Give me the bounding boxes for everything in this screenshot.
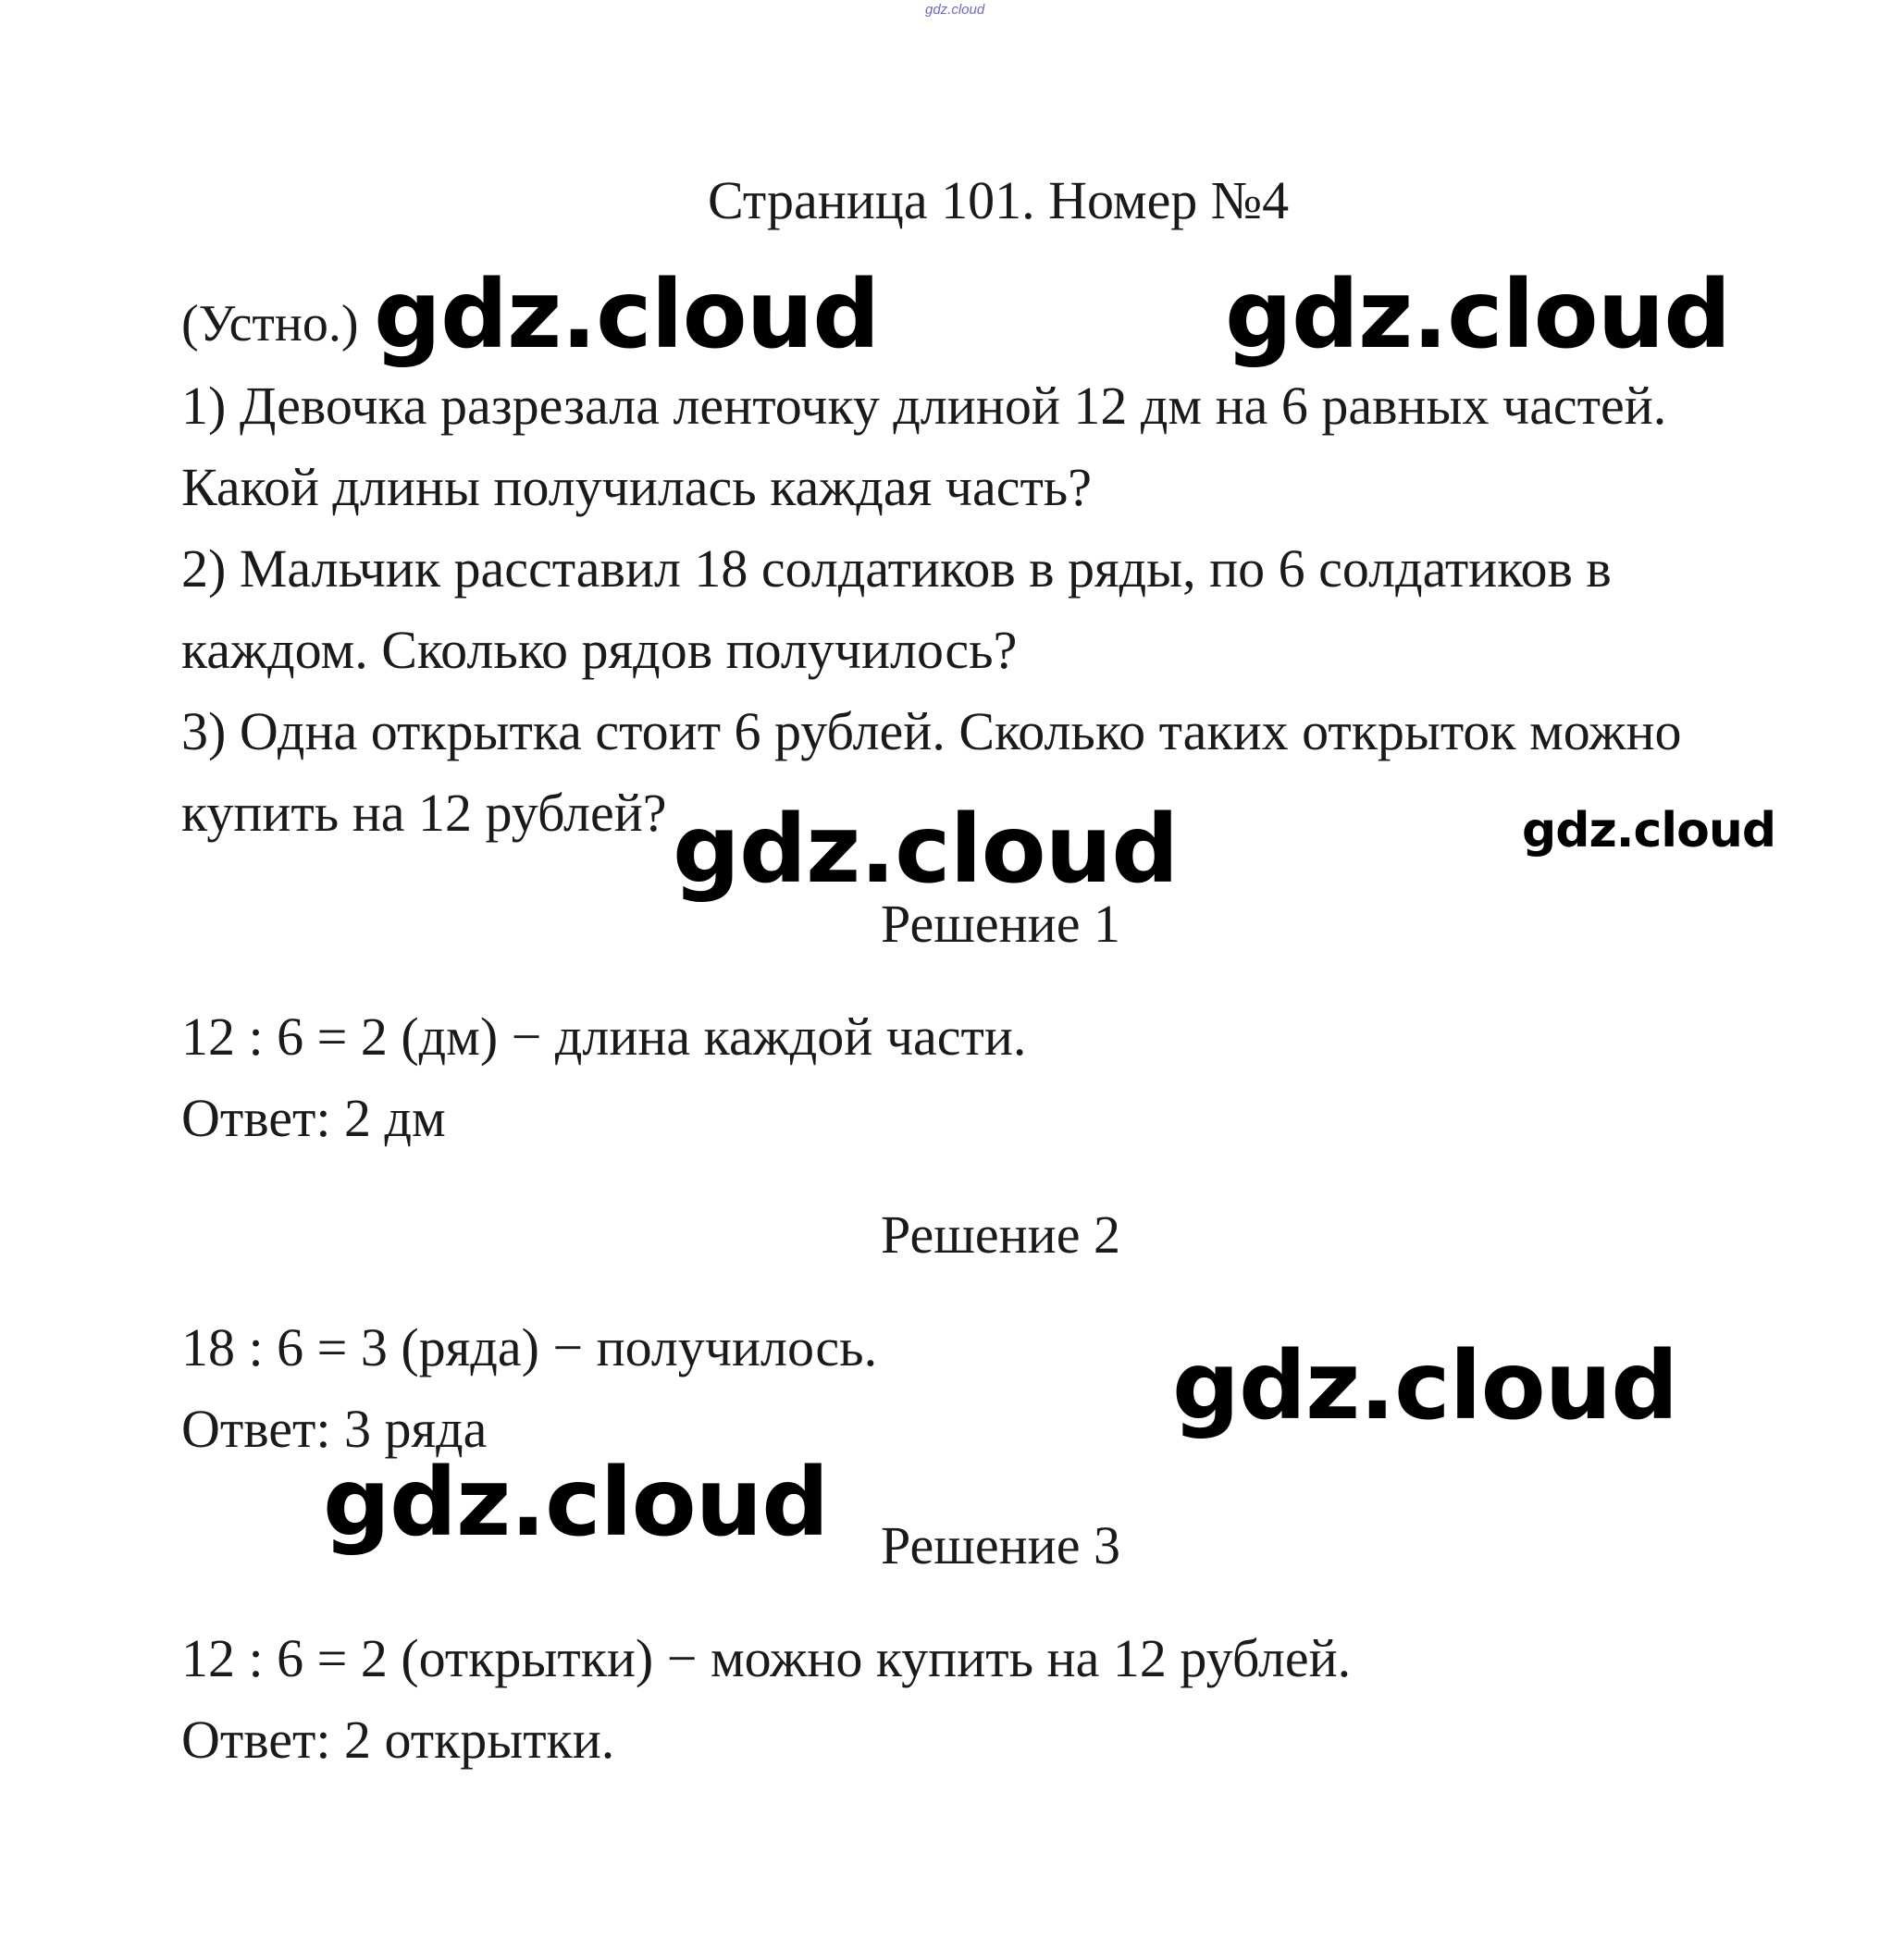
- problem-line-5: 3) Одна открытка стоит 6 рублей. Сколько таких открыток можно: [181, 701, 1682, 761]
- watermark-2: gdz.cloud: [1225, 260, 1731, 370]
- oral-note: (Устно.): [181, 295, 359, 352]
- problem-line-6: купить на 12 рублей?: [181, 783, 667, 843]
- solution-1-equation: 12 : 6 = 2 (дм) − длина каждой части.: [181, 1007, 1027, 1067]
- solution-3-equation: 12 : 6 = 2 (открытки) − можно купить на 12 рублей.: [181, 1628, 1352, 1688]
- problem-line-3: 2) Мальчик расставил 18 солдатиков в ряды, по 6 солдатиков в: [181, 538, 1612, 599]
- solution-2-answer: Ответ: 3 ряда: [181, 1399, 488, 1459]
- solution-1-heading: Решение 1: [881, 894, 1120, 954]
- header-watermark: gdz.cloud: [925, 2, 985, 18]
- solution-2-equation: 18 : 6 = 3 (ряда) − получилось.: [181, 1317, 878, 1377]
- solution-3-heading: Решение 3: [881, 1515, 1120, 1575]
- problem-line-4: каждом. Сколько рядов получилось?: [181, 620, 1018, 680]
- watermark-4: gdz.cloud: [1522, 803, 1776, 858]
- problem-line-2: Какой длины получилась каждая часть?: [181, 457, 1092, 517]
- problem-line-1: 1) Девочка разрезала ленточку длиной 12 дм на 6 равных частей.: [181, 376, 1667, 436]
- watermark-1: gdz.cloud: [374, 260, 880, 370]
- solution-2-heading: Решение 2: [881, 1204, 1120, 1265]
- watermark-3: gdz.cloud: [673, 795, 1179, 905]
- watermark-5: gdz.cloud: [1172, 1331, 1678, 1441]
- solution-1-answer: Ответ: 2 дм: [181, 1088, 446, 1148]
- page-title: Страница 101. Номер №4: [708, 170, 1290, 230]
- solution-3-answer: Ответ: 2 открытки.: [181, 1710, 615, 1770]
- watermark-6: gdz.cloud: [323, 1448, 829, 1558]
